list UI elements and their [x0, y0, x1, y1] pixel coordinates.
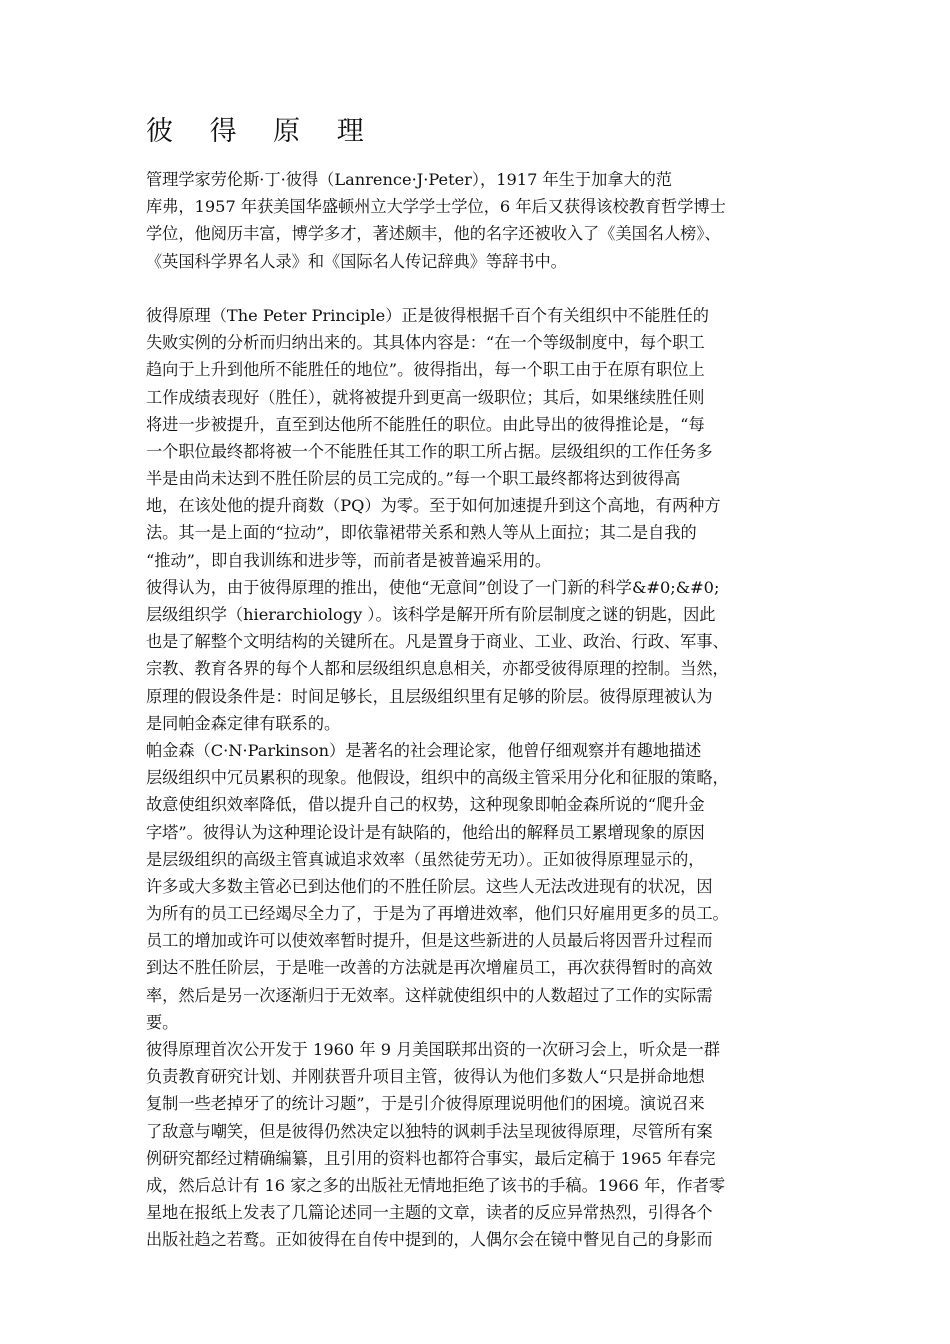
text-line: 出版社趋之若鹜。正如彼得在自传中提到的，人偶尔会在镜中瞥见自己的身影而	[146, 1230, 713, 1250]
text-line: 原理的假设条件是：时间足够长，且层级组织里有足够的阶层。彼得原理被认为	[146, 686, 713, 706]
text-line: 员工的增加或许可以使效率暂时提升，但是这些新进的人员最后将因晋升过程而	[146, 931, 713, 951]
text-line: 到达不胜任阶层，于是唯一改善的方法就是再次增雇员工，再次获得暂时的高效	[146, 958, 713, 978]
text-line: 是同帕金森定律有联系的。	[146, 713, 341, 733]
document-title: 彼 得 原 理	[146, 116, 378, 147]
paragraph-publication-history	[146, 1036, 806, 1254]
text-line: 工作成绩表现好（胜任），就将被提升到更高一级职位；其后，如果继续胜任则	[146, 387, 705, 407]
text-line: 法。其一是上面的“拉动”，即依靠裙带关系和熟人等从上面拉；其二是自我的	[146, 523, 697, 543]
text-line: 也是了解整个文明结构的关键所在。凡是置身于商业、工业、政治、行政、军事、	[146, 632, 729, 652]
text-line: 是层级组织的高级主管真诚追求效率（虽然徒劳无功）。正如彼得原理显示的，	[146, 849, 705, 869]
text-line: 故意使组织效率降低，借以提升自己的权势，这种现象即帕金森所说的“爬升金	[146, 795, 705, 815]
text-line: 趋向于上升到他所不能胜任的地位”。彼得指出，每一个职工由于在原有职位上	[146, 360, 705, 380]
paragraph-hierarchiology	[146, 574, 806, 737]
text-line: 一个职位最终都将被一个不能胜任其工作的职工所占据。层级组织的工作任务多	[146, 441, 713, 461]
text-line: 层级组织中冗员累积的现象。他假设，组织中的高级主管采用分化和征服的策略，	[146, 768, 729, 788]
text-line: 成，然后总计有 16 家之多的出版社无情地拒绝了该书的手稿。1966 年，作者零	[146, 1175, 726, 1195]
paragraph-spacer	[146, 275, 806, 302]
text-line: 库弗，1957 年获美国华盛顿州立大学学士学位，6 年后又获得该校教育哲学博士	[146, 197, 726, 217]
document-page	[146, 112, 806, 1254]
text-line: 要。	[146, 1012, 179, 1032]
text-line: 管理学家劳伦斯·丁·彼得（Lanrence·J·Peter），1917 年生于加拿大的范	[146, 170, 673, 189]
text-line: 负责教育研究计划、并刚获晋升项目主管，彼得认为他们多数人“只是拼命地想	[146, 1067, 705, 1087]
text-line: 彼得认为，由于彼得原理的推出，使他“无意间”创设了一门新的科学&#0;&#0;	[146, 577, 720, 597]
text-line: 字塔”。彼得认为这种理论设计是有缺陷的，他给出的解释员工累增现象的原因	[146, 822, 705, 842]
text-line: 例研究都经过精确编纂，且引用的资料也都符合事实，最后定稿于 1965 年春完	[146, 1148, 716, 1168]
text-line: 彼得原理首次公开发于 1960 年 9 月美国联邦出资的一次研习会上，听众是一群	[146, 1040, 720, 1059]
text-line: 复制一些老掉牙了的统计习题”，于是引介彼得原理说明他们的困境。演说召来	[146, 1094, 705, 1114]
text-line: 学位，他阅历丰富，博学多才，著述颇丰，他的名字还被收入了《美国名人榜》、	[146, 224, 721, 244]
paragraph-parkinson	[146, 737, 806, 1036]
text-line: 半是由尚未达到不胜任阶层的员工完成的。”每一个职工最终都将达到彼得高	[146, 469, 681, 489]
text-line: 了敌意与嘲笑，但是彼得仍然决定以独特的讽刺手法呈现彼得原理，尽管所有案	[146, 1121, 713, 1141]
text-line: 层级组织学（hierarchiology ）。该科学是解开所有阶层制度之谜的钥匙，因此	[146, 605, 716, 624]
text-line: 帕金森（C·N·Parkinson）是著名的社会理论家，他曾仔细观察并有趣地描述	[146, 740, 702, 760]
text-line: 宗教、教育各界的每个人都和层级组织息息相关，亦都受彼得原理的控制。当然，	[146, 659, 729, 679]
paragraph-principle	[146, 302, 806, 574]
text-line: 星地在报纸上发表了几篇论述同一主题的文章，读者的反应异常热烈，引得各个	[146, 1203, 713, 1223]
text-line: 失败实例的分析而归纳出来的。其具体内容是：“在一个等级制度中，每个职工	[146, 333, 705, 353]
text-line: 彼得原理（The Peter Principle）正是彼得根据千百个有关组织中不能胜任的	[146, 305, 709, 325]
text-line: 将进一步被提升，直至到达他所不能胜任的职位。由此导出的彼得推论是，“每	[146, 414, 705, 434]
text-line: 许多或大多数主管必已到达他们的不胜任阶层。这些人无法改进现有的状况，因	[146, 876, 713, 896]
text-line: 《英国科学界名人录》和《国际名人传记辞典》等辞书中。	[146, 251, 567, 271]
paragraph-biography	[146, 166, 806, 275]
text-line: 为所有的员工已经竭尽全力了，于是为了再增进效率，他们只好雇用更多的员工。	[146, 904, 729, 924]
text-line: “推动”，即自我训练和进步等，而前者是被普遍采用的。	[146, 550, 552, 570]
text-line: 率，然后是另一次逐渐归于无效率。这样就使组织中的人数超过了工作的实际需	[146, 985, 713, 1005]
text-line: 地，在该处他的提升商数（PQ）为零。至于如何加速提升到这个高地，有两种方	[146, 496, 721, 516]
